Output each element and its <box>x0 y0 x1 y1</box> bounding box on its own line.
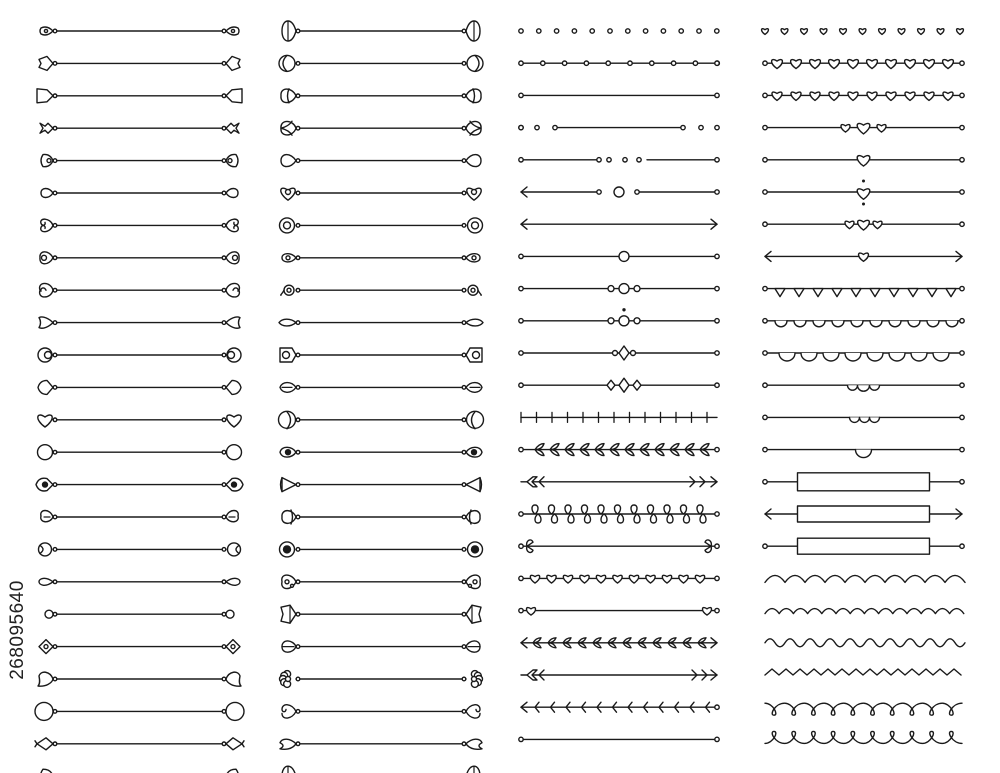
divider-row <box>280 348 482 362</box>
divider-row <box>279 55 483 71</box>
divider-row <box>37 89 242 103</box>
divider-row <box>763 123 964 133</box>
divider-row <box>763 319 964 327</box>
divider-row <box>521 477 717 487</box>
divider-row <box>281 285 482 295</box>
divider-row <box>519 125 719 129</box>
divider-row <box>519 158 719 162</box>
divider-row <box>38 380 241 394</box>
divider-row <box>519 608 719 615</box>
divider-row <box>41 219 238 232</box>
divider-row <box>521 412 717 422</box>
divider-row <box>280 383 482 393</box>
divider-row <box>38 415 241 427</box>
divider-row <box>41 511 238 522</box>
divider-row <box>763 92 964 100</box>
divider-row <box>280 542 483 557</box>
divider-row <box>38 348 241 362</box>
divider-row <box>765 609 964 614</box>
divider-row <box>519 346 719 360</box>
divider-row <box>279 411 484 429</box>
divider-row <box>281 89 481 103</box>
divider-row <box>280 218 483 233</box>
divider-row <box>763 60 964 69</box>
divider-row <box>763 447 964 457</box>
divider-row <box>765 506 962 522</box>
divider-row <box>40 283 240 297</box>
divider-row <box>39 317 240 328</box>
divider-row <box>39 56 240 70</box>
divider-row <box>519 505 719 523</box>
divider-row <box>521 219 717 229</box>
divider-row <box>36 478 243 491</box>
divider-row <box>763 351 964 361</box>
divider-row <box>521 702 719 712</box>
divider-row <box>519 61 720 65</box>
divider-row <box>41 189 238 198</box>
divider-row <box>521 187 719 197</box>
divider-row <box>519 93 719 97</box>
divider-row <box>519 284 719 294</box>
divider-row <box>763 538 964 554</box>
divider-row <box>521 638 717 648</box>
ornamental-column-1 <box>35 27 244 773</box>
divider-row <box>279 319 483 326</box>
divider-row <box>281 188 481 200</box>
divider-row <box>45 610 234 618</box>
divider-row <box>519 378 719 392</box>
divider-row <box>519 737 719 741</box>
divider-row <box>40 123 239 133</box>
divider-row <box>39 543 241 556</box>
divider-row <box>281 155 481 167</box>
divider-row <box>519 29 719 33</box>
divider-row <box>281 478 482 492</box>
divider-row <box>521 670 717 680</box>
divider-row <box>280 739 482 749</box>
divider-row <box>765 575 965 582</box>
divider-row <box>765 703 962 715</box>
divider-row <box>763 415 964 422</box>
divider-row <box>38 672 241 686</box>
divider-row <box>281 121 481 135</box>
divider-row <box>40 27 239 35</box>
divider-row <box>282 254 480 262</box>
divider-row <box>35 702 244 720</box>
divider-row <box>519 540 719 553</box>
stock-id-text: 268095640 <box>7 580 29 680</box>
divider-row <box>35 738 244 750</box>
divider-row <box>763 286 964 296</box>
divider-row <box>280 447 482 457</box>
divider-row <box>765 251 962 261</box>
divider-row <box>41 769 239 773</box>
divider-row <box>763 156 964 166</box>
divider-row <box>39 578 240 585</box>
divider-row <box>282 510 480 524</box>
divider-row <box>763 180 964 205</box>
divider-row <box>39 640 240 654</box>
divider-row <box>765 669 961 675</box>
divider-row <box>41 154 238 166</box>
divider-row <box>38 445 242 460</box>
divider-row <box>519 575 719 583</box>
divider-row <box>282 21 480 41</box>
divider-row <box>282 705 480 718</box>
divider-row <box>282 641 480 652</box>
divider-row <box>763 383 964 391</box>
divider-row <box>282 766 480 773</box>
divider-row <box>519 444 719 456</box>
divider-row <box>40 252 239 264</box>
divider-row <box>519 309 719 326</box>
divider-row <box>762 29 964 35</box>
divider-row <box>281 605 481 623</box>
ornamental-column-2 <box>279 21 484 773</box>
divider-row <box>765 639 965 647</box>
stock-id-watermark <box>4 520 32 740</box>
hearts-scallops-waves-column <box>762 29 965 744</box>
divider-row <box>282 575 480 589</box>
divider-row <box>763 220 964 230</box>
divider-row <box>280 671 483 688</box>
divider-row <box>765 731 962 743</box>
divider-row <box>519 251 719 261</box>
dots-arrows-leaves-column <box>519 29 720 742</box>
divider-row <box>763 473 964 491</box>
